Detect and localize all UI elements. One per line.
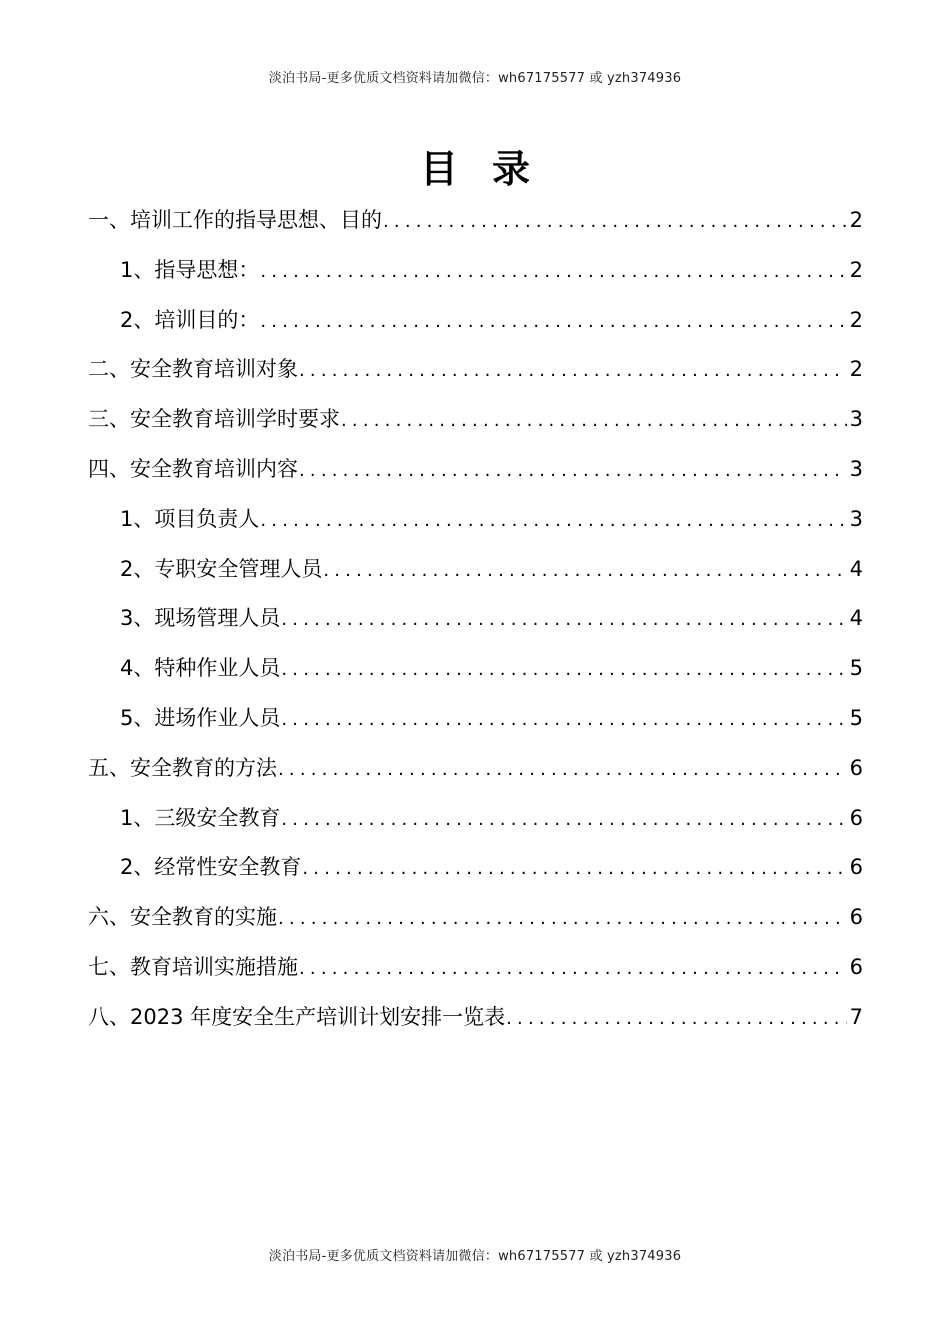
toc-dot-leader: [281, 795, 846, 844]
toc-entry-label: 5、进场作业人员: [120, 705, 281, 730]
toc-page-number: 6: [849, 954, 863, 979]
toc-entry[interactable]: [88, 246, 863, 296]
toc-dot-leader: [383, 197, 847, 246]
toc-dot-leader: [281, 595, 846, 644]
toc-entry-label: 3、现场管理人员: [120, 606, 281, 631]
toc-dot-leader: [260, 297, 846, 346]
toc-entry-label: 三、安全教育培训学时要求: [88, 407, 340, 432]
page-header: 淡泊书局-更多优质文档资料请加微信：wh67175577 或 yzh374936: [268, 71, 682, 86]
toc-entry-label: 七、教育培训实施措施: [88, 954, 298, 979]
page-footer: 淡泊书局-更多优质文档资料请加微信：wh67175577 或 yzh374936: [268, 1249, 682, 1264]
toc-dot-leader: [260, 247, 846, 296]
toc-page-number: 4: [849, 606, 863, 631]
toc-dot-leader: [323, 546, 846, 595]
toc-entry[interactable]: [88, 395, 863, 445]
toc-dot-leader: [281, 695, 846, 744]
toc-entry[interactable]: [88, 445, 863, 495]
toc-entry[interactable]: [88, 843, 863, 893]
toc-page-number: 5: [849, 656, 863, 681]
toc-page-number: 2: [849, 357, 863, 382]
toc-entry-label: 1、项目负责人: [120, 506, 260, 531]
toc-page-number: 7: [849, 1004, 863, 1029]
toc-dot-leader: [278, 745, 847, 794]
toc-page-number: 6: [849, 805, 863, 830]
toc-entry[interactable]: [88, 744, 863, 794]
toc-entry[interactable]: [88, 893, 863, 943]
toc-entry-label: 2、培训目的：: [120, 307, 260, 332]
toc-page-number: 6: [849, 755, 863, 780]
toc-page-number: 6: [849, 905, 863, 930]
toc-dot-leader: [302, 844, 846, 893]
toc-dot-leader: [299, 346, 847, 395]
toc-page-number: 2: [849, 307, 863, 332]
toc-page-number: 4: [849, 556, 863, 581]
toc-entry[interactable]: [88, 545, 863, 595]
page-title: 目录: [419, 147, 564, 191]
toc-entry-label: 2、经常性安全教育: [120, 855, 302, 880]
toc-page-number: 2: [849, 208, 863, 232]
toc-dot-leader: [299, 944, 847, 993]
toc-dot-leader: [299, 446, 847, 495]
toc-entry[interactable]: [88, 196, 863, 246]
toc-page-number: 2: [849, 257, 863, 282]
toc-dot-leader: [281, 645, 846, 694]
toc-entry[interactable]: [88, 943, 863, 993]
toc-entry-label: 二、安全教育培训对象: [88, 357, 298, 382]
toc-entry[interactable]: [88, 993, 863, 1043]
toc-entry-label: 4、特种作业人员: [120, 656, 281, 681]
toc-page-number: 6: [849, 855, 863, 880]
toc-entry-label: 1、三级安全教育: [120, 805, 281, 830]
toc-page-number: 3: [849, 456, 863, 481]
toc-entry-label: 四、安全教育培训内容: [88, 456, 298, 481]
toc-entry[interactable]: [88, 296, 863, 346]
toc-dot-leader: [278, 894, 847, 943]
toc-page-number: 5: [849, 705, 863, 730]
toc-entry[interactable]: [88, 694, 863, 744]
toc-entry[interactable]: [88, 794, 863, 844]
toc-entry[interactable]: [88, 495, 863, 545]
table-of-contents: [88, 196, 863, 1043]
toc-entry-label: 八、2023 年度安全生产培训计划安排一览表: [88, 1004, 506, 1029]
toc-entry-label: 2、专职安全管理人员: [120, 556, 323, 581]
toc-entry-label: 一、培训工作的指导思想、目的: [88, 208, 382, 232]
toc-page-number: 3: [849, 407, 863, 432]
toc-dot-leader: [506, 994, 847, 1043]
toc-entry[interactable]: [88, 345, 863, 395]
toc-entry-label: 1、指导思想：: [120, 257, 260, 282]
toc-dot-leader: [260, 496, 846, 545]
toc-dot-leader: [341, 396, 847, 445]
toc-page-number: 3: [849, 506, 863, 531]
toc-entry[interactable]: [88, 644, 863, 694]
toc-entry[interactable]: [88, 594, 863, 644]
toc-entry-label: 六、安全教育的实施: [88, 905, 277, 930]
toc-entry-label: 五、安全教育的方法: [88, 755, 277, 780]
